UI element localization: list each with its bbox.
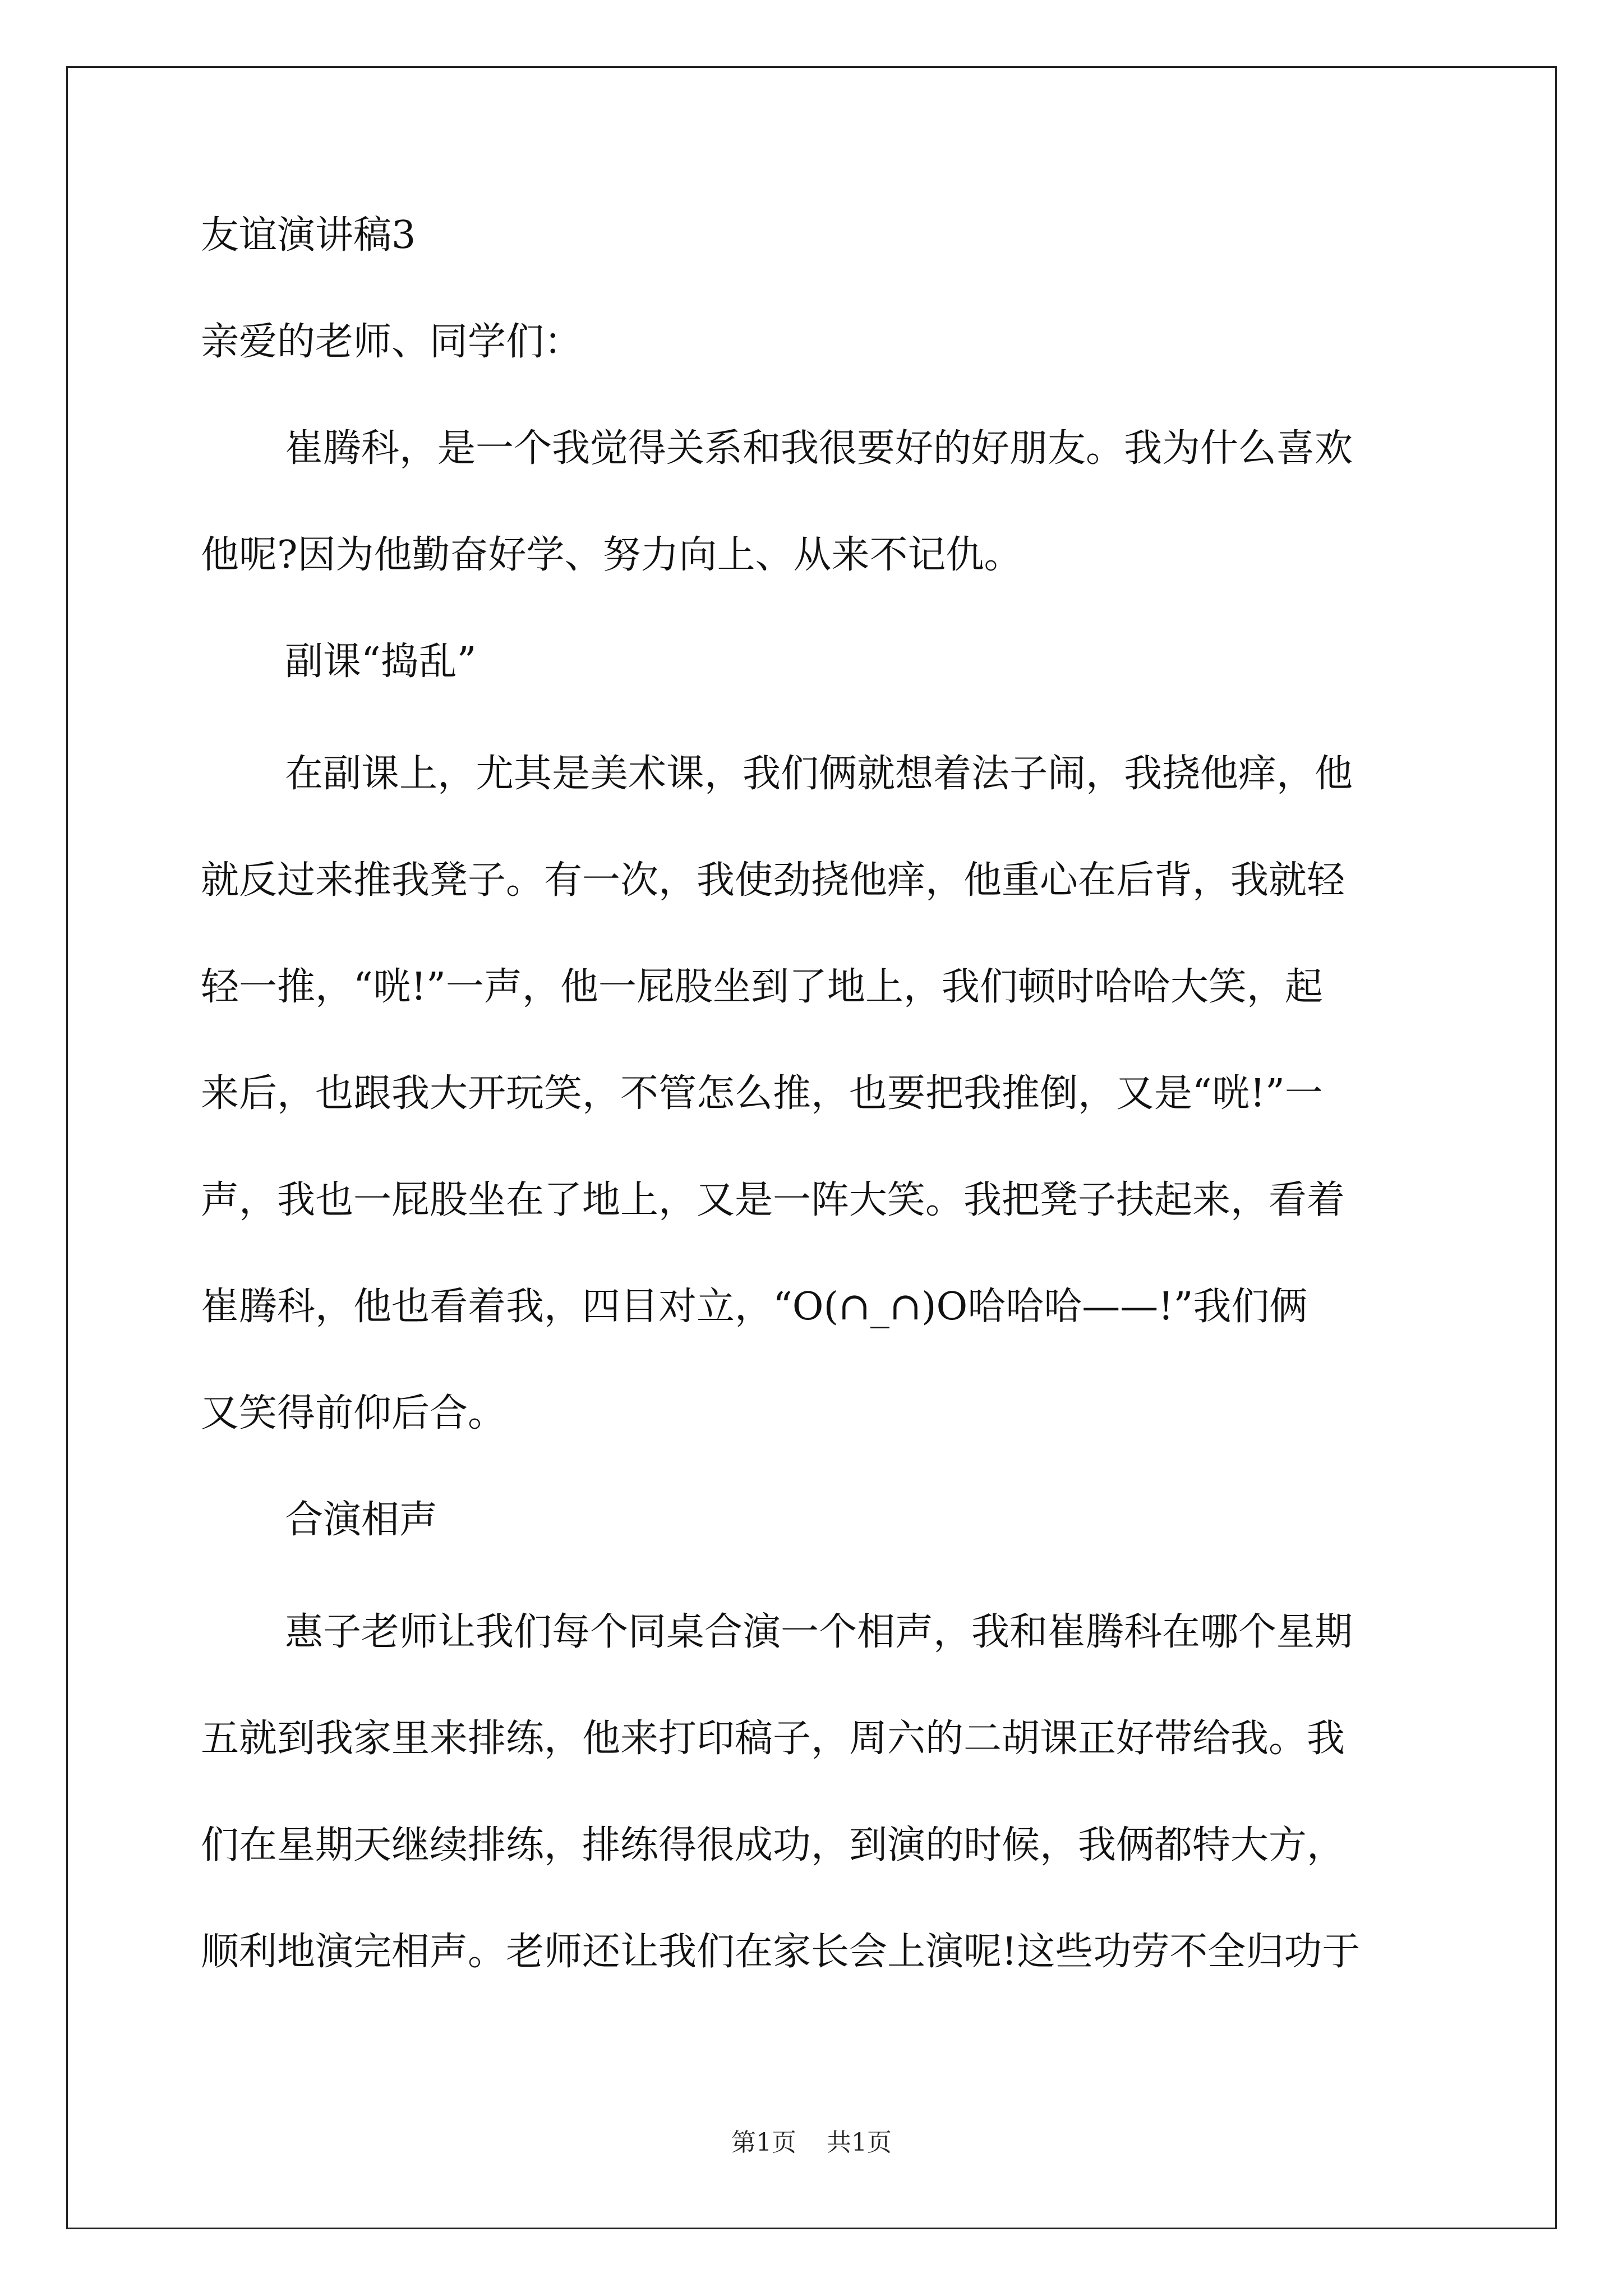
page-border: [66, 66, 1557, 2229]
paragraph-line: 声，我也一屁股坐在了地上，又是一阵大笑。我把凳子扶起来，看着: [201, 1178, 1345, 1222]
section-heading: 合演相声: [285, 1498, 438, 1542]
paragraph-line: 又笑得前仰后合。: [201, 1391, 506, 1435]
paragraph-line: 轻一推，“咣!”一声，他一屁股坐到了地上，我们顿时哈哈大笑，起: [201, 965, 1323, 1009]
paragraph-line: 五就到我家里来排练，他来打印稿子，周六的二胡课正好带给我。我: [201, 1717, 1345, 1761]
document-title: 友谊演讲稿3: [201, 213, 416, 257]
paragraph-line: 崔腾科，是一个我觉得关系和我很要好的好朋友。我为什么喜欢: [285, 426, 1353, 471]
paragraph-line: 崔腾科，他也看着我，四目对立，“O(∩_∩)O哈哈哈——!”我们俩: [201, 1285, 1308, 1329]
paragraph-line: 就反过来推我凳子。有一次，我使劲挠他痒，他重心在后背，我就轻: [201, 858, 1345, 903]
paragraph-line: 他呢?因为他勤奋好学、努力向上、从来不记仇。: [201, 533, 1022, 577]
paragraph-line: 们在星期天继续排练，排练得很成功，到演的时候，我俩都特大方，: [201, 1823, 1345, 1867]
page-footer: [0, 2126, 1623, 2160]
paragraph-line: 惠子老师让我们每个同桌合演一个相声，我和崔腾科在哪个星期: [285, 1610, 1353, 1654]
section-heading: 副课“捣乱”: [285, 639, 477, 684]
salutation: 亲爱的老师、同学们：: [201, 320, 583, 364]
page-total: 共1页: [827, 2128, 892, 2157]
paragraph-line: 在副课上，尤其是美术课，我们俩就想着法子闹，我挠他痒，他: [285, 752, 1353, 796]
paragraph-line: 来后，也跟我大开玩笑，不管怎么推，也要把我推倒，又是“咣!”一: [201, 1071, 1323, 1116]
paragraph-line: 顺利地演完相声。老师还让我们在家长会上演呢!这些功劳不全归功于: [201, 1930, 1361, 1974]
page-number: 第1页: [731, 2128, 796, 2157]
